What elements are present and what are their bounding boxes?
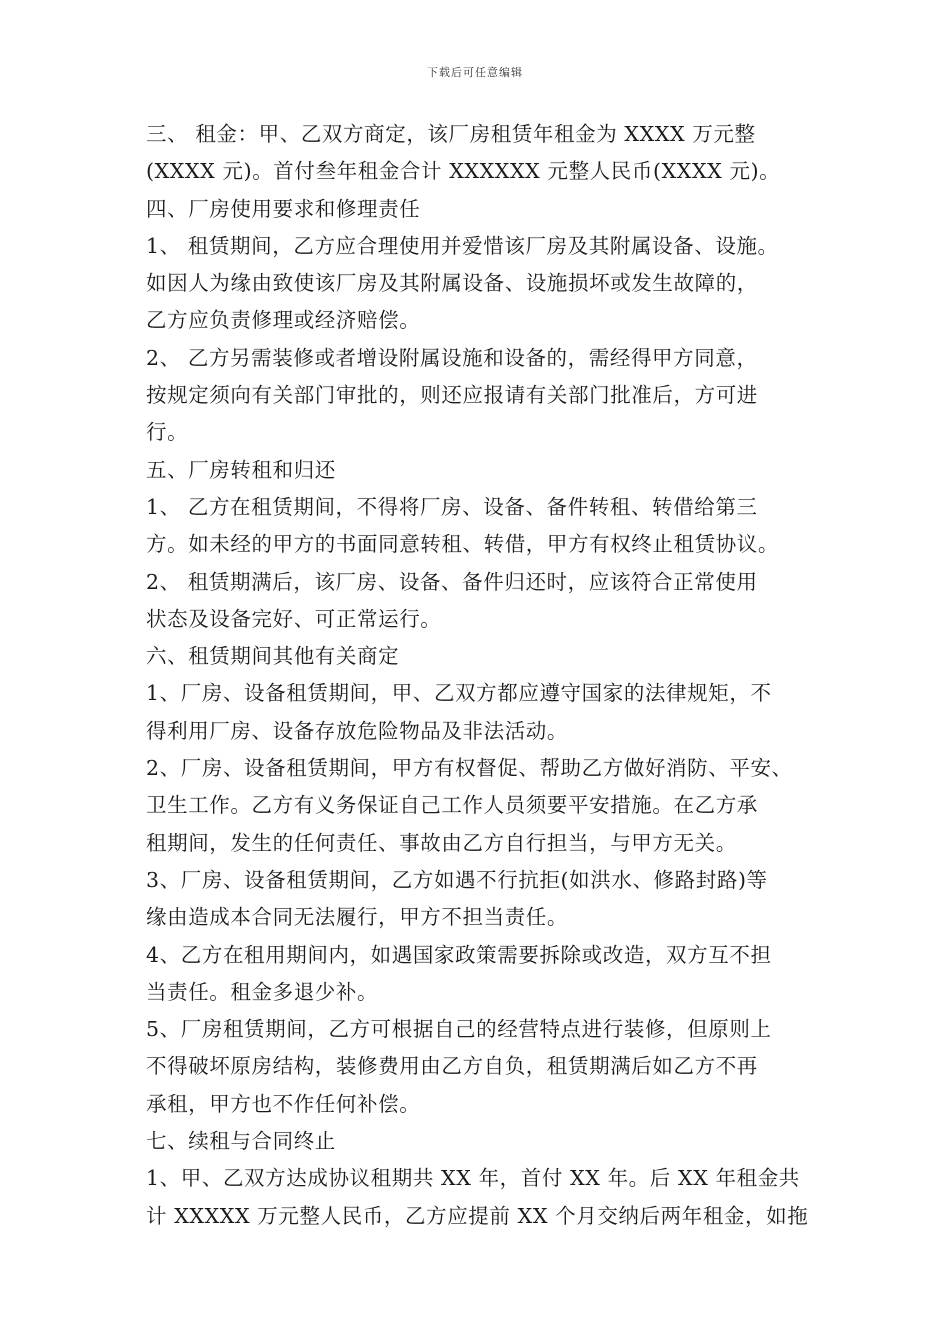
text-line: 行。 [146,420,189,445]
text-line: 2、 乙方另需装修或者增设附属设施和设备的，需经得甲方同意， [146,345,758,370]
text-line: 方。如未经的甲方的书面同意转租、转借，甲方有权终止租赁协议。 [146,532,779,557]
section-heading: 四、厂房使用要求和修理责任 [146,196,421,221]
text-line: 1、厂房、设备租赁期间，甲、乙双方都应遵守国家的法律规矩，不 [146,681,772,706]
section-heading: 六、租赁期间其他有关商定 [146,644,400,669]
document-body [146,116,826,1235]
text-line: 5、厂房租赁期间，乙方可根据自己的经营特点进行装修，但原则上 [146,1017,772,1042]
text-line: 2、厂房、设备租赁期间，甲方有权督促、帮助乙方做好消防、平安、 [146,756,793,781]
section-heading: 七、续租与合同终止 [146,1129,336,1154]
text-line: 4、乙方在租用期间内，如遇国家政策需要拆除或改造，双方互不担 [146,942,772,967]
text-line: (XXXX 元)。首付叁年租金合计 XXXXXX 元整人民币(XXXX 元)。 [146,159,781,184]
text-line: 计 XXXXX 万元整人民币，乙方应提前 XX 个月交纳后两年租金，如拖 [146,1203,809,1228]
section-heading: 五、厂房转租和归还 [146,457,336,482]
text-line: 如因人为缘由致使该厂房及其附属设备、设施损坏或发生故障的， [146,271,758,296]
text-line: 租期间，发生的任何责任、事故由乙方自行担当，与甲方无关。 [146,830,737,855]
text-line: 得利用厂房、设备存放危险物品及非法活动。 [146,718,568,743]
text-line: 3、厂房、设备租赁期间，乙方如遇不行抗拒(如洪水、修路封路)等 [146,867,768,892]
text-line: 承租，甲方也不作任何补偿。 [146,1091,421,1116]
text-line: 1、 租赁期间，乙方应合理使用并爱惜该厂房及其附属设备、设施。 [146,233,779,258]
text-line: 卫生工作。乙方有义务保证自己工作人员须要平安措施。在乙方承 [146,793,758,818]
text-line: 1、 乙方在租赁期间，不得将厂房、设备、备件转租、转借给第三 [146,494,758,519]
page-header: 下载后可任意编辑 [427,66,523,79]
text-line: 乙方应负责修理或经济赔偿。 [146,308,421,333]
text-line: 1、甲、乙双方达成协议租期共 XX 年，首付 XX 年。后 XX 年租金共 [146,1166,800,1191]
text-line: 当责任。租金多退少补。 [146,979,379,1004]
text-line: 三、 租金：甲、乙双方商定，该厂房租赁年租金为 XXXX 万元整 [146,122,756,146]
text-line: 不得破坏原房结构，装修费用由乙方自负，租赁期满后如乙方不再 [146,1054,758,1079]
text-line: 按规定须向有关部门审批的，则还应报请有关部门批准后，方可进 [146,383,758,408]
text-line: 缘由造成本合同无法履行，甲方不担当责任。 [146,905,568,930]
text-line: 2、 租赁期满后，该厂房、设备、备件归还时，应该符合正常使用 [146,569,758,594]
text-line: 状态及设备完好、可正常运行。 [146,606,442,631]
